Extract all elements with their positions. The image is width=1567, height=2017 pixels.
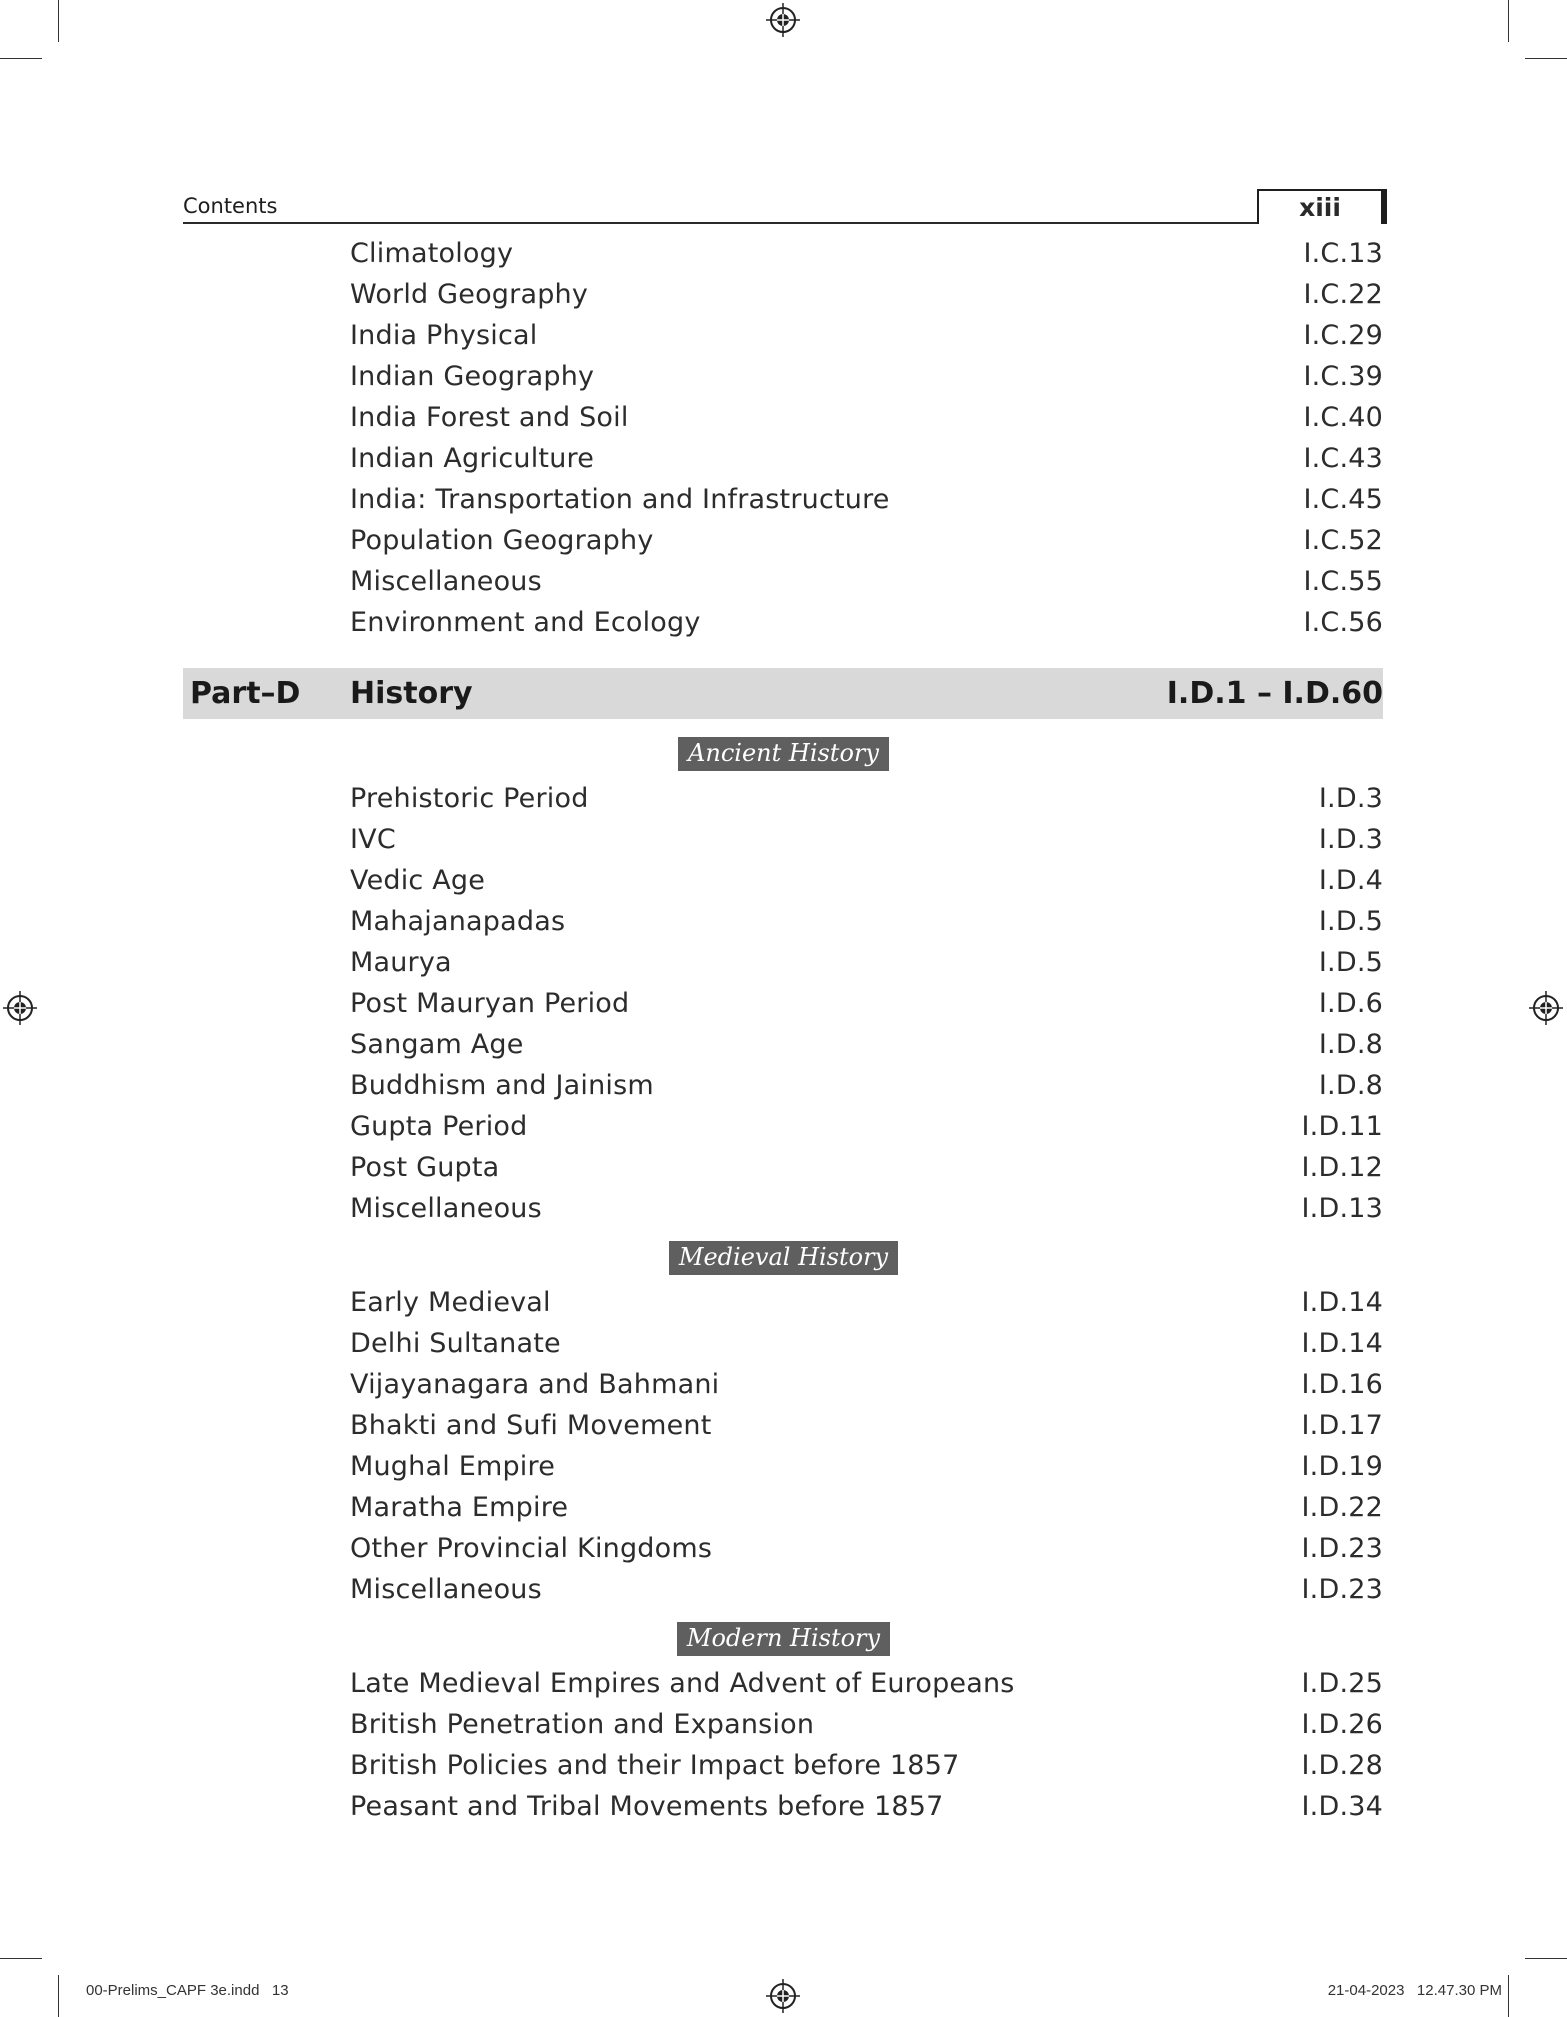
- entry-page: I.C.56: [1303, 607, 1383, 638]
- part-heading[interactable]: [183, 668, 1383, 719]
- entry-page: I.D.23: [1301, 1574, 1383, 1605]
- toc-entry[interactable]: [350, 1405, 1383, 1446]
- toc-entry[interactable]: [350, 901, 1383, 942]
- toc-entry[interactable]: [350, 1569, 1383, 1610]
- running-header: [183, 186, 1383, 224]
- entry-title: Late Medieval Empires and Advent of Europeans: [350, 1668, 1015, 1699]
- entry-title: Post Mauryan Period: [350, 988, 630, 1019]
- entry-title: Indian Geography: [350, 361, 595, 392]
- entry-page: I.C.13: [1303, 238, 1383, 269]
- header-label: Contents: [183, 194, 278, 218]
- entry-page: I.D.14: [1301, 1287, 1383, 1318]
- slug-filename: 00-Prelims_CAPF 3e.indd 13: [86, 1982, 289, 1999]
- entry-title: Population Geography: [350, 525, 654, 556]
- toc-entry[interactable]: [350, 1663, 1383, 1704]
- entry-title: Miscellaneous: [350, 566, 542, 597]
- toc-entry[interactable]: [350, 1188, 1383, 1229]
- entry-page: I.C.40: [1303, 402, 1383, 433]
- entry-title: Environment and Ecology: [350, 607, 701, 638]
- entry-page: I.C.29: [1303, 320, 1383, 351]
- entry-page: I.D.8: [1318, 1070, 1383, 1101]
- entry-title: Early Medieval: [350, 1287, 551, 1318]
- entry-page: I.C.43: [1303, 443, 1383, 474]
- entry-title: Post Gupta: [350, 1152, 500, 1183]
- toc-entry[interactable]: [350, 1147, 1383, 1188]
- toc-entry[interactable]: [350, 233, 1383, 274]
- entry-page: I.D.19: [1301, 1451, 1383, 1482]
- toc-entry[interactable]: [350, 561, 1383, 602]
- entry-title: British Penetration and Expansion: [350, 1709, 815, 1740]
- toc-entry[interactable]: [350, 983, 1383, 1024]
- entry-title: Gupta Period: [350, 1111, 528, 1142]
- registration-mark-icon: [766, 3, 800, 37]
- part-page-range: I.D.1 – I.D.60: [1166, 676, 1383, 711]
- modern-entry-list: [350, 1663, 1383, 1827]
- crop-mark: [0, 58, 42, 59]
- entry-page: I.D.34: [1301, 1791, 1383, 1822]
- toc-entry[interactable]: [350, 1106, 1383, 1147]
- entry-page: I.D.17: [1301, 1410, 1383, 1441]
- entry-page: I.D.13: [1301, 1193, 1383, 1224]
- entry-title: Prehistoric Period: [350, 783, 589, 814]
- entry-title: India: Transportation and Infrastructure: [350, 484, 890, 515]
- page-folio: xiii: [1257, 189, 1383, 224]
- medieval-entry-list: [350, 1282, 1383, 1610]
- entry-page: I.D.28: [1301, 1750, 1383, 1781]
- registration-mark-icon: [766, 1979, 800, 2013]
- toc-entry[interactable]: [350, 1528, 1383, 1569]
- entry-title: World Geography: [350, 279, 589, 310]
- registration-mark-icon: [3, 991, 37, 1025]
- entry-title: IVC: [350, 824, 396, 855]
- entry-page: I.D.12: [1301, 1152, 1383, 1183]
- toc-entry[interactable]: [350, 479, 1383, 520]
- entry-title: Maurya: [350, 947, 452, 978]
- toc-entry[interactable]: [350, 1786, 1383, 1827]
- entry-title: Sangam Age: [350, 1029, 524, 1060]
- entry-title: India Physical: [350, 320, 538, 351]
- entry-title: Climatology: [350, 238, 514, 269]
- geography-entry-list: [350, 233, 1383, 643]
- entry-page: I.D.11: [1301, 1111, 1383, 1142]
- entry-page: I.D.25: [1301, 1668, 1383, 1699]
- toc-entry[interactable]: [350, 778, 1383, 819]
- crop-mark: [1508, 0, 1509, 42]
- toc-entry[interactable]: [350, 1446, 1383, 1487]
- entry-title: Bhakti and Sufi Movement: [350, 1410, 712, 1441]
- entry-page: I.D.5: [1318, 947, 1383, 978]
- entry-title: Delhi Sultanate: [350, 1328, 561, 1359]
- entry-page: I.D.16: [1301, 1369, 1383, 1400]
- entry-page: I.D.5: [1318, 906, 1383, 937]
- entry-title: Mahajanapadas: [350, 906, 566, 937]
- toc-entry[interactable]: [350, 819, 1383, 860]
- section-label-modern: [0, 1622, 1567, 1656]
- toc-entry[interactable]: [350, 520, 1383, 561]
- entry-page: I.D.23: [1301, 1533, 1383, 1564]
- entry-title: Miscellaneous: [350, 1574, 542, 1605]
- entry-page: I.D.14: [1301, 1328, 1383, 1359]
- toc-entry[interactable]: [350, 860, 1383, 901]
- toc-entry[interactable]: [350, 1323, 1383, 1364]
- entry-title: India Forest and Soil: [350, 402, 629, 433]
- entry-page: I.C.39: [1303, 361, 1383, 392]
- entry-page: I.C.55: [1303, 566, 1383, 597]
- entry-page: I.D.22: [1301, 1492, 1383, 1523]
- toc-entry[interactable]: [350, 315, 1383, 356]
- entry-page: I.C.52: [1303, 525, 1383, 556]
- toc-entry[interactable]: [350, 356, 1383, 397]
- section-label: Ancient History: [678, 737, 889, 771]
- crop-mark: [1525, 58, 1567, 59]
- toc-entry[interactable]: [350, 274, 1383, 315]
- entry-title: Buddhism and Jainism: [350, 1070, 654, 1101]
- crop-mark: [58, 1975, 59, 2017]
- registration-mark-icon: [1529, 991, 1563, 1025]
- crop-mark: [1508, 1975, 1509, 2017]
- entry-title: Mughal Empire: [350, 1451, 556, 1482]
- toc-entry[interactable]: [350, 1364, 1383, 1405]
- ancient-entry-list: [350, 778, 1383, 1229]
- entry-page: I.D.8: [1318, 1029, 1383, 1060]
- section-label: Medieval History: [669, 1241, 898, 1275]
- entry-page: I.C.45: [1303, 484, 1383, 515]
- entry-page: I.D.26: [1301, 1709, 1383, 1740]
- entry-title: Indian Agriculture: [350, 443, 595, 474]
- entry-title: Other Provincial Kingdoms: [350, 1533, 713, 1564]
- entry-page: I.D.6: [1318, 988, 1383, 1019]
- toc-entry[interactable]: [350, 942, 1383, 983]
- crop-mark: [1525, 1958, 1567, 1959]
- section-label: Modern History: [677, 1622, 890, 1656]
- section-label-ancient: [0, 737, 1567, 771]
- toc-entry[interactable]: [350, 1024, 1383, 1065]
- crop-mark: [0, 1958, 42, 1959]
- toc-entry[interactable]: [350, 1704, 1383, 1745]
- part-title: History: [350, 676, 473, 711]
- toc-entry[interactable]: [350, 602, 1383, 643]
- entry-title: Vedic Age: [350, 865, 486, 896]
- part-number: Part–D: [190, 676, 301, 711]
- entry-title: Maratha Empire: [350, 1492, 569, 1523]
- toc-entry[interactable]: [350, 1487, 1383, 1528]
- toc-entry[interactable]: [350, 438, 1383, 479]
- toc-entry[interactable]: [350, 1065, 1383, 1106]
- entry-page: I.D.4: [1318, 865, 1383, 896]
- entry-page: I.C.22: [1303, 279, 1383, 310]
- section-label-medieval: [0, 1241, 1567, 1275]
- toc-entry[interactable]: [350, 1282, 1383, 1323]
- entry-page: I.D.3: [1318, 783, 1383, 814]
- entry-title: Vijayanagara and Bahmani: [350, 1369, 720, 1400]
- crop-mark: [58, 0, 59, 42]
- slug-datetime: 21-04-2023 12.47.30 PM: [1327, 1982, 1502, 1999]
- entry-title: British Policies and their Impact before 1857: [350, 1750, 960, 1781]
- entry-page: I.D.3: [1318, 824, 1383, 855]
- toc-entry[interactable]: [350, 1745, 1383, 1786]
- entry-title: Peasant and Tribal Movements before 1857: [350, 1791, 944, 1822]
- entry-title: Miscellaneous: [350, 1193, 542, 1224]
- toc-entry[interactable]: [350, 397, 1383, 438]
